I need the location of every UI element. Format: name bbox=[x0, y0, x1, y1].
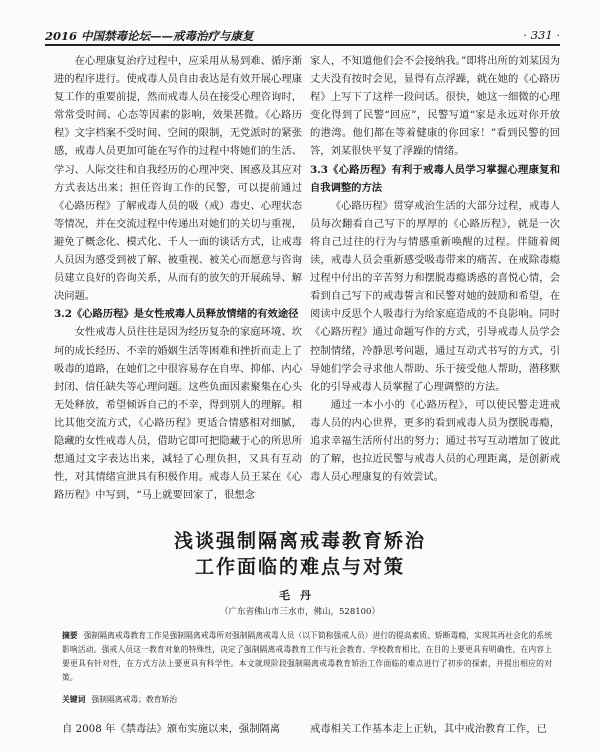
section-heading: 3.3《心路历程》有利于戒毒人员学习掌握心理康复和自我调整的方法 bbox=[310, 163, 560, 194]
paragraph: 在心理康复治疗过程中，应采用从易到难、循序渐进的程序进行。使戒毒人员自由表达是有效开展心理康复工作的重要前提，然而戒毒人员在接受心理咨询时，常常受时间、心态等因素的影响，效果甚微。《心路历程》文字档案不受时间、空间的限制，无党派时的紧张感，戒毒人员更加可能在写作的过程中将她们的生活、学习、人际交往和自我经历的心理冲突、困惑及其应对方式表达出来；担任咨询工作的民警，可以提前通过《心路历程》了解戒毒人员的吸（戒）毒史、心理状态等情况，并在交流过程中传递出对她们的关切与重视，避免了概念化、模式化、千人一面的谈话方式，让戒毒人员因为感受到被了解、被重视、被关心而愿意与咨询员建立良好的咨询关系，从而有的放矢的开展疏导、解决问题。 bbox=[54, 55, 302, 303]
keywords bbox=[62, 693, 552, 707]
section-heading: 3.2《心路历程》是女性戒毒人员释放情绪的有效途径 bbox=[54, 308, 299, 321]
keywords-label: 关键词 bbox=[62, 695, 86, 704]
page-number: · 331 · bbox=[523, 28, 560, 42]
article-title-line-2: 工作面临的难点与对策 bbox=[194, 556, 405, 578]
body-start-left: 自 2008 年《禁毒法》颁布实施以来，强制隔离 bbox=[62, 723, 281, 735]
left-column bbox=[54, 52, 302, 504]
author-affiliation: （广东省佛山市三水市，佛山，528100） bbox=[220, 607, 380, 617]
abstract-text: 强制隔离戒毒教育工作是强制隔离戒毒所对强制隔离戒毒人员（以下简称强戒人员）进行的提高素质、矫断毒瘾，实现其再社会化的系统影响活动。强戒人员这一教育对象的特殊性，决定了强制隔离戒毒教育工作与社会教育、学校教育相比，在目的上要更具有明确性，在内容上要更具有针对性，在方式方法上要更具有科学性。本文就现阶段强制隔离戒毒教育矫治工作面临的难点进行了初步的探索，并提出相应的对策。 bbox=[62, 631, 553, 682]
paragraph: 通过一本小小的《心路历程》，可以使民警走进戒毒人员的内心世界，更多的看到戒毒人员为摆脱毒瘾，追求幸福生活所付出的努力；通过书写互动增加了彼此的了解，也拉近民警与戒毒人员的心理距离，是创新戒毒人员心理康复的有效尝试。 bbox=[310, 398, 560, 484]
journal-title: 2016 中国禁毒论坛——戒毒治疗与康复 bbox=[45, 29, 254, 43]
paragraph: 《心路历程》贯穿戒治生活的大部分过程，戒毒人员每次翻看自己写下的厚厚的《心路历程》，就是一次将自己过往的行为与情感重新唤醒的过程。伴随着阅读，戒毒人员会重新感受吸毒带来的痛苦、在戒除毒瘾过程中付出的辛苦努力和摆脱毒瘾诱惑的喜悦心情，会看到自己写下的戒毒誓言和民警对她的鼓励和希望，在阅读中反思个人吸毒行为给家庭造成的不良影响。同时《心路历程》通过命题写作的方式，引导戒毒人员学会控制情绪，冷静思考问题，通过互动式书写的方式，引导她们学会寻求他人帮助、乐于接受他人帮助，潜移默化的引导戒毒人员掌握了心理调整的方法。 bbox=[310, 199, 560, 393]
abstract-label: 摘要 bbox=[62, 631, 78, 640]
paragraph: 家人，不知道他们会不会接纳我。”即将出所的刘某因为丈夫没有按时会见，显得有点浮躁，就在她的《心路历程》上写下了这样一段问话。很快，她这一细微的心理变化得到了民警“回应”，民警写道“家是永远对你开放的港湾。他们都在等着健康的你回家！”看到民警的回答，刘某很快平复了浮躁的情绪。 bbox=[310, 55, 560, 158]
keywords-text: 强制隔离戒毒；教育矫治 bbox=[91, 695, 178, 704]
body-start-right: 戒毒相关工作基本走上正轨，其中戒治教育工作，已 bbox=[310, 723, 547, 735]
running-header bbox=[45, 26, 560, 46]
article-author: 毛丹 bbox=[279, 589, 321, 602]
article-title-line-1: 浅谈强制隔离戒毒教育矫治 bbox=[173, 530, 426, 552]
abstract bbox=[62, 629, 552, 685]
paragraph: 女性戒毒人员往往是因为经历复杂的家庭环境、坎坷的成长经历、不幸的婚姻生活等困难和挫折而走上了吸毒的道路，在她们之中很容易存在自卑、抑郁、内心封闭、信任缺失等心理问题。这些负面因素聚集在心头无处释放，希望倾诉自己的不幸，得到别人的理解。相比其他交流方式，《心路历程》更适合情感相对细腻，隐藏的女性戒毒人员，借助它即可把隐藏于心的所思所想通过文字表达出来，减轻了心理负担，又具有互动性，对其情绪宣泄具有积极作用。戒毒人员王某在《心路历程》中写到，“马上就要回家了，很想念 bbox=[54, 326, 302, 502]
right-column bbox=[310, 52, 560, 486]
